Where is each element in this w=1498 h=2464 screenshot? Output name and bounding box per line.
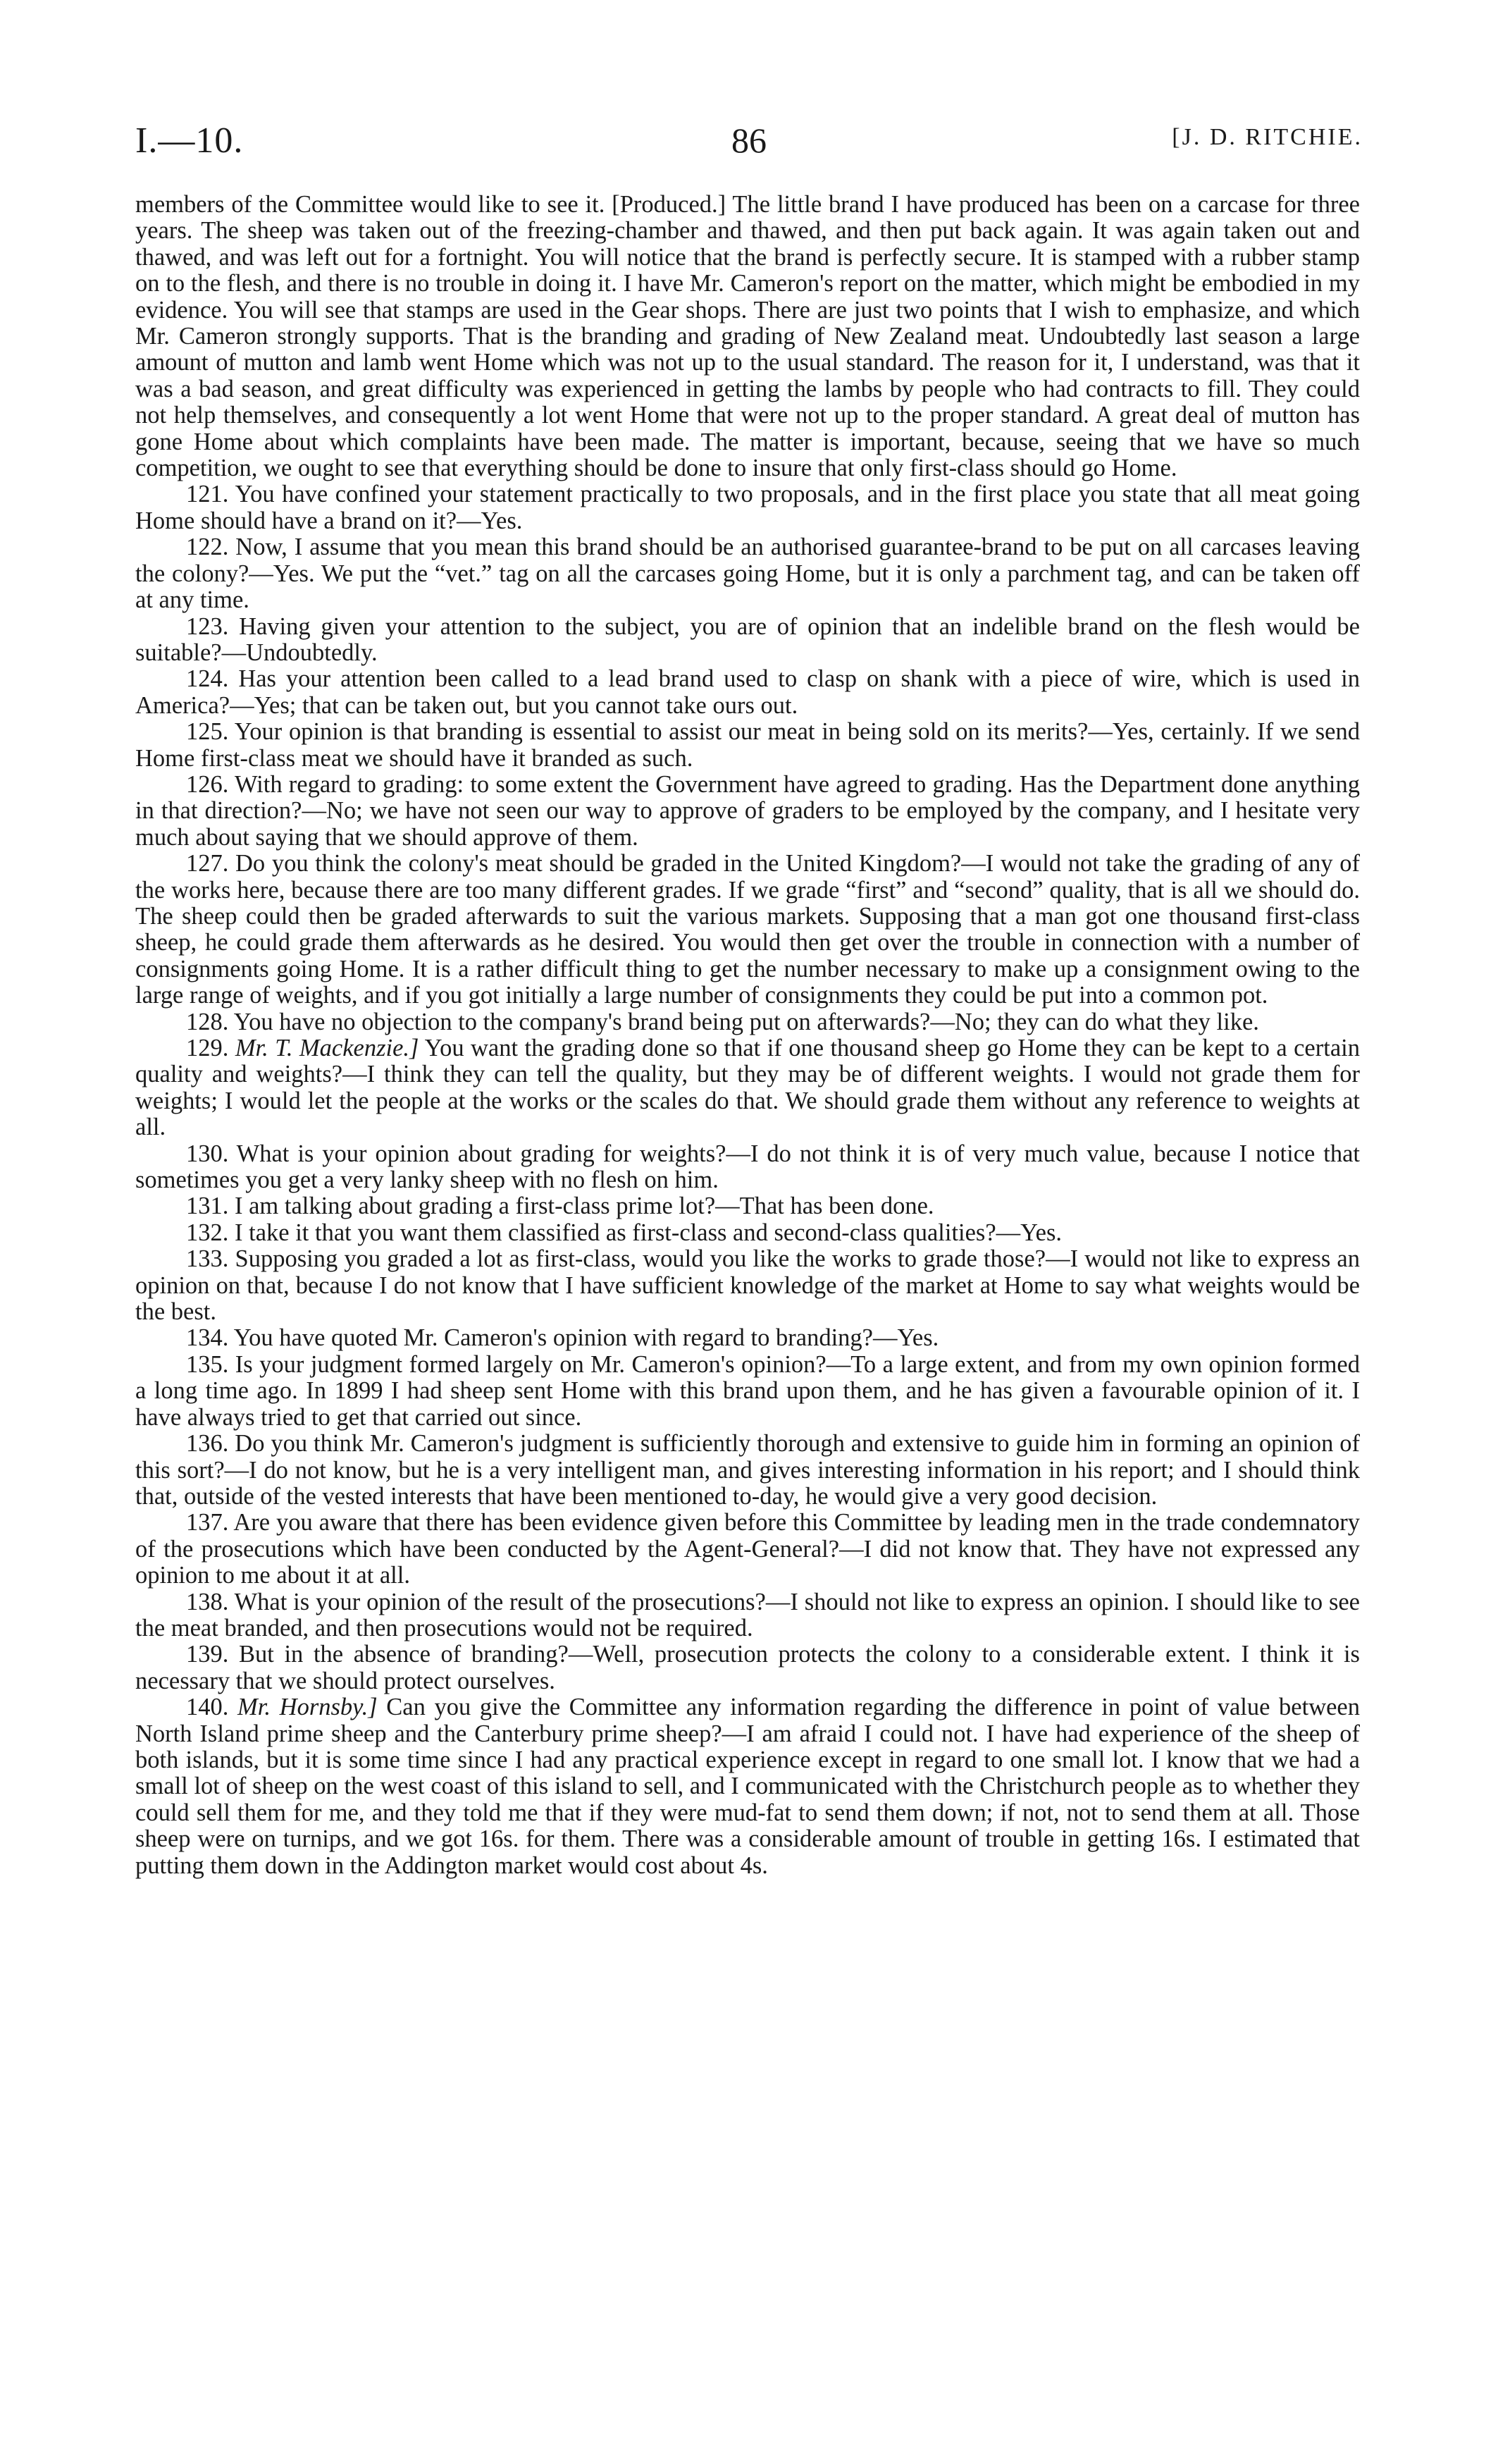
speaker-name: Mr. T. Mackenzie.] — [235, 1035, 419, 1061]
question-text: You want the grading done so that if one thousand sheep go Home they can be kept to a certain quality and weights?—I think they can tell the quality, but they may be of different weights. I would not grade them for weights; I would let the people at the works or the scales do that. We should grade them without any reference to weights at all. — [135, 1035, 1360, 1141]
question-130: 130. What is your opinion about grading for weights?—I do not think it is of very much value, because I notice that sometimes you get a very lanky sheep with no flesh on him. — [135, 1140, 1360, 1194]
question-136: 136. Do you think Mr. Cameron's judgment is sufficiently thorough and extensive to guide him in forming an opinion of this sort?—I do not know, but he is a very intelligent man, and gives interesting information in his report; and I should think that, outside of the vested interests that have been mentioned to-day, he would give a very good decision. — [135, 1430, 1360, 1510]
paper-reference: I.—10. — [135, 121, 244, 161]
question-122: 122. Now, I assume that you mean this brand should be an authorised guarantee-brand to be put on all carcases leaving the colony?—Yes. We put the “vet.” tag on all the carcases going Home, but it is only a parchment tag, and can be taken off at any time. — [135, 534, 1360, 614]
question-127: 127. Do you think the colony's meat should be graded in the United Kingdom?—I would not take the grading of any of the works here, because there are too many different grades. If we grade “first” and “second” quality, that is all we should do. The sheep could then be graded afterwards to suit the various markets. Supposing that a man got one thousand first-class sheep, he could grade them afterwards as he desired. You would then get over the trouble in connection with a number of consignments going Home. It is a rather difficult thing to get the number necessary to make up a consignment owing to the large range of weights, and if you got initially a large number of consignments they could be put into a common pot. — [135, 850, 1360, 1009]
question-number: 129. — [186, 1035, 229, 1061]
question-131: 131. I am talking about grading a first-class prime lot?—That has been done. — [186, 1193, 934, 1220]
question-129 — [135, 1035, 1360, 1141]
opening-paragraph: members of the Committee would like to see it. [Produced.] The little brand I have produced has been on a carcase for three years. The sheep was taken out of the freezing-chamber and thawed, and then put back again. It was again taken out and thawed, and was left out for a fortnight. You will notice that the brand is perfectly secure. It is stamped with a rubber stamp on to the flesh, and there is no trouble in doing it. I have Mr. Cameron's report on the matter, which might be embodied in my evidence. You will see that stamps are used in the Gear shops. There are just two points that I wish to emphasize, and which Mr. Cameron strongly supports. That is the branding and grading of New Zealand meat. Undoubtedly last season a large amount of mutton and lamb went Home which was not up to the usual standard. The reason for it, I understand, was that it was a bad season, and great difficulty was experienced in getting the lambs by people who had contracts to fill. They could not help themselves, and consequently a lot went Home that were not up to the proper standard. A great deal of mutton has gone Home about which complaints have been made. The matter is important, because, seeing that we have so much competition, we ought to see that everything should be done to insure that only first-class should go Home. — [135, 191, 1360, 482]
question-132: 132. I take it that you want them classified as first-class and second-class qualities?—Yes. — [186, 1219, 1062, 1246]
question-121: 121. You have confined your statement practically to two proposals, and in the first place you state that all meat going Home should have a brand on it?—Yes. — [135, 481, 1360, 534]
question-134: 134. You have quoted Mr. Cameron's opinion with regard to branding?—Yes. — [186, 1324, 939, 1352]
question-text: Can you give the Committee any information regarding the difference in point of value between North Island prime sheep and the Canterbury prime sheep?—I am afraid I could not. I have had experience of the sheep of both islands, but it is some time since I had any practical experience except in regard to one small lot. I know that we had a small lot of sheep on the west coast of this island to sell, and I communicated with the Christchurch people as to whether they could sell them for me, and they told me that if they were mud-fat to send them down; if not, not to send them at all. Those sheep were on turnips, and we got 16s. for them. There was a considerable amount of trouble in getting 16s. I estimated that putting them down in the Addington market would cost about 4s. — [135, 1694, 1360, 1879]
question-124: 124. Has your attention been called to a lead brand used to clasp on shank with a piece of wire, which is used in America?—Yes; that can be taken out, but you cannot take ours out. — [135, 665, 1360, 719]
evidence-text — [135, 192, 1360, 1879]
page-number: 86 — [731, 121, 767, 160]
question-126: 126. With regard to grading: to some extent the Government have agreed to grading. Has the Department done anything in that direction?—No; we have not seen our way to approve of graders to be employed by the company, and I hesitate very much about saying that we should approve of them. — [135, 770, 1360, 851]
question-number: 140. — [186, 1694, 229, 1721]
page-header — [135, 120, 1363, 169]
question-139: 139. But in the absence of branding?—Well, prosecution protects the colony to a considerable extent. I think it is necessary that we should protect ourselves. — [135, 1641, 1360, 1694]
question-137: 137. Are you aware that there has been evidence given before this Committee by leading men in the trade condemnatory of the prosecutions which have been conducted by the Agent-General?—I did not know that. They have not expressed any opinion to me about it at all. — [135, 1509, 1360, 1589]
question-135: 135. Is your judgment formed largely on Mr. Cameron's opinion?—To a large extent, and from my own opinion formed a long time ago. In 1899 I had sheep sent Home with this brand upon them, and he has given a favourable opinion of it. I have always tried to get that carried out since. — [135, 1350, 1360, 1431]
question-128: 128. You have no objection to the company's brand being put on afterwards?—No; they can do what they like. — [186, 1008, 1259, 1035]
question-123: 123. Having given your attention to the subject, you are of opinion that an indelible brand on the flesh would be suitable?—Undoubtedly. — [135, 612, 1360, 666]
question-125: 125. Your opinion is that branding is essential to assist our meat in being sold on its merits?—Yes, certainly. If we send Home first-class meat we should have it branded as such. — [135, 718, 1360, 772]
witness-name: [J. D. RITCHIE. — [1172, 124, 1363, 150]
speaker-name: Mr. Hornsby.] — [237, 1694, 378, 1721]
question-133: 133. Supposing you graded a lot as first-class, would you like the works to grade those?—I would not like to express an opinion on that, because I do not know that I have sufficient knowledge of the market at Home to say what weights would be the best. — [135, 1245, 1360, 1326]
question-140 — [135, 1694, 1360, 1879]
question-138: 138. What is your opinion of the result of the prosecutions?—I should not like to express an opinion. I should like to see the meat branded, and then prosecutions would not be required. — [135, 1588, 1360, 1641]
